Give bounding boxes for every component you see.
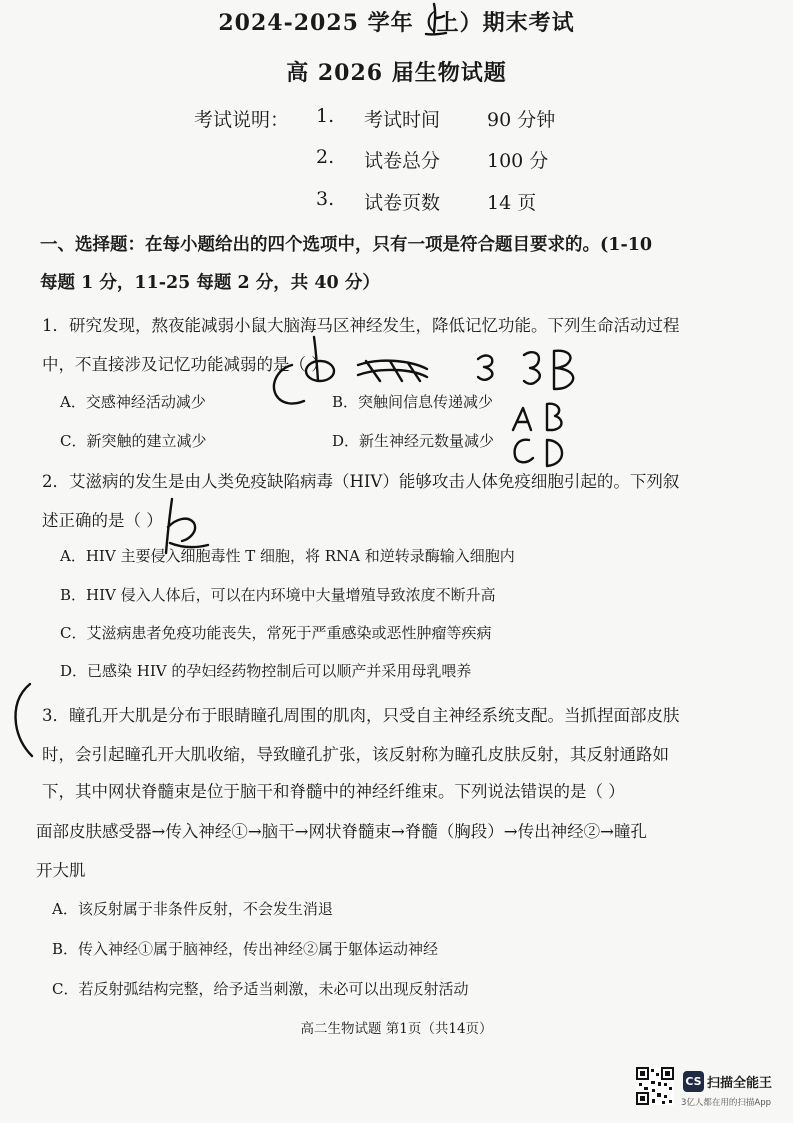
option-c: C．若反射弧结构完整，给予适当刺激，未必可以出现反射活动 xyxy=(52,980,469,998)
info-value-1: 90 分钟 xyxy=(487,109,556,131)
info-name-3: 试卷页数 xyxy=(364,192,441,214)
handwritten-answer-abcd-mark xyxy=(507,400,577,470)
section-heading-line1: 一、选择题：在每小题给出的四个选项中，只有一项是符合题目要求的。(1-10 xyxy=(40,235,653,255)
option-d: D．新生神经元数量减少 xyxy=(332,432,495,450)
camscanner-logo: CS xyxy=(683,1071,704,1092)
scanner-app-name: 扫描全能王 xyxy=(707,1076,773,1091)
info-value-2: 100 分 xyxy=(487,150,549,172)
option-c: C．艾滋病患者免疫功能丧失，常死于严重感染或恶性肿瘤等疾病 xyxy=(60,624,492,642)
option-a: A．HIV 主要侵入细胞毒性 T 细胞，将 RNA 和逆转录酶输入细胞内 xyxy=(60,547,515,565)
question-stem-line: 3．瞳孔开大肌是分布于眼睛瞳孔周围的肌肉，只受自主神经系统支配。当抓捏面部皮肤 xyxy=(42,706,680,725)
info-num-1: 1. xyxy=(316,105,335,127)
option-b: B．传入神经①属于脑神经，传出神经②属于躯体运动神经 xyxy=(52,940,439,958)
scanner-tagline: 3亿人都在用的扫描App xyxy=(681,1098,772,1108)
info-num-3: 3. xyxy=(316,188,335,210)
reflex-pathway-line: 开大肌 xyxy=(36,861,86,880)
question-stem-line: 2．艾滋病的发生是由人类免疫缺陷病毒（HIV）能够攻击人体免疫细胞引起的。下列叙 xyxy=(42,472,680,491)
question-stem-line: 时，会引起瞳孔开大肌收缩，导致瞳孔扩张，该反射称为瞳孔皮肤反射，其反射通路如 xyxy=(42,745,669,764)
qr-code-icon xyxy=(636,1067,674,1105)
option-a: A．该反射属于非条件反射，不会发生消退 xyxy=(52,900,333,918)
option-b: B．HIV 侵入人体后，可以在内环境中大量增殖导致浓度不断升高 xyxy=(60,586,496,604)
page-footer: 高二生物试题 第1页（共14页） xyxy=(300,1021,493,1037)
info-name-2: 试卷总分 xyxy=(364,150,441,172)
exam-title: 2024-2025 学年（上）期末考试 xyxy=(218,10,575,36)
info-num-2: 2. xyxy=(316,146,335,168)
handwritten-answer-3b-mark xyxy=(470,345,585,395)
info-name-1: 考试时间 xyxy=(364,109,441,131)
question-stem-line: 述正确的是（ ） xyxy=(42,511,163,530)
handwritten-title-mark xyxy=(420,0,450,40)
option-b: B．突触间信息传递减少 xyxy=(332,393,494,411)
info-value-3: 14 页 xyxy=(487,192,537,214)
option-d: D．已感染 HIV 的孕妇经药物控制后可以顺产并采用母乳喂养 xyxy=(60,662,472,680)
option-a: A．交感神经活动减少 xyxy=(60,393,206,411)
handwritten-bracket-mark xyxy=(8,680,38,760)
exam-subtitle: 高 2026 届生物试题 xyxy=(286,60,507,86)
option-c: C．新突触的建立减少 xyxy=(60,432,207,450)
reflex-pathway-line: 面部皮肤感受器→传入神经①→脑干→网状脊髓束→脊髓（胸段）→传出神经②→瞳孔 xyxy=(36,822,647,841)
handwritten-answer-c-mark xyxy=(262,335,432,415)
question-stem-line: 下，其中网状脊髓束是位于脑干和脊髓中的神经纤维束。下列说法错误的是（ ） xyxy=(42,782,625,801)
question-stem-line: 中，不直接涉及记忆功能减弱的是（ ） xyxy=(42,355,328,374)
handwritten-answer-a-mark xyxy=(148,495,218,560)
section-heading-line2: 每题 1 分，11-25 每题 2 分，共 40 分） xyxy=(40,273,380,293)
question-stem-line: 1．研究发现，熬夜能减弱小鼠大脑海马区神经发生，降低记忆功能。下列生命活动过程 xyxy=(42,316,680,335)
exam-info-label: 考试说明： xyxy=(194,109,290,131)
